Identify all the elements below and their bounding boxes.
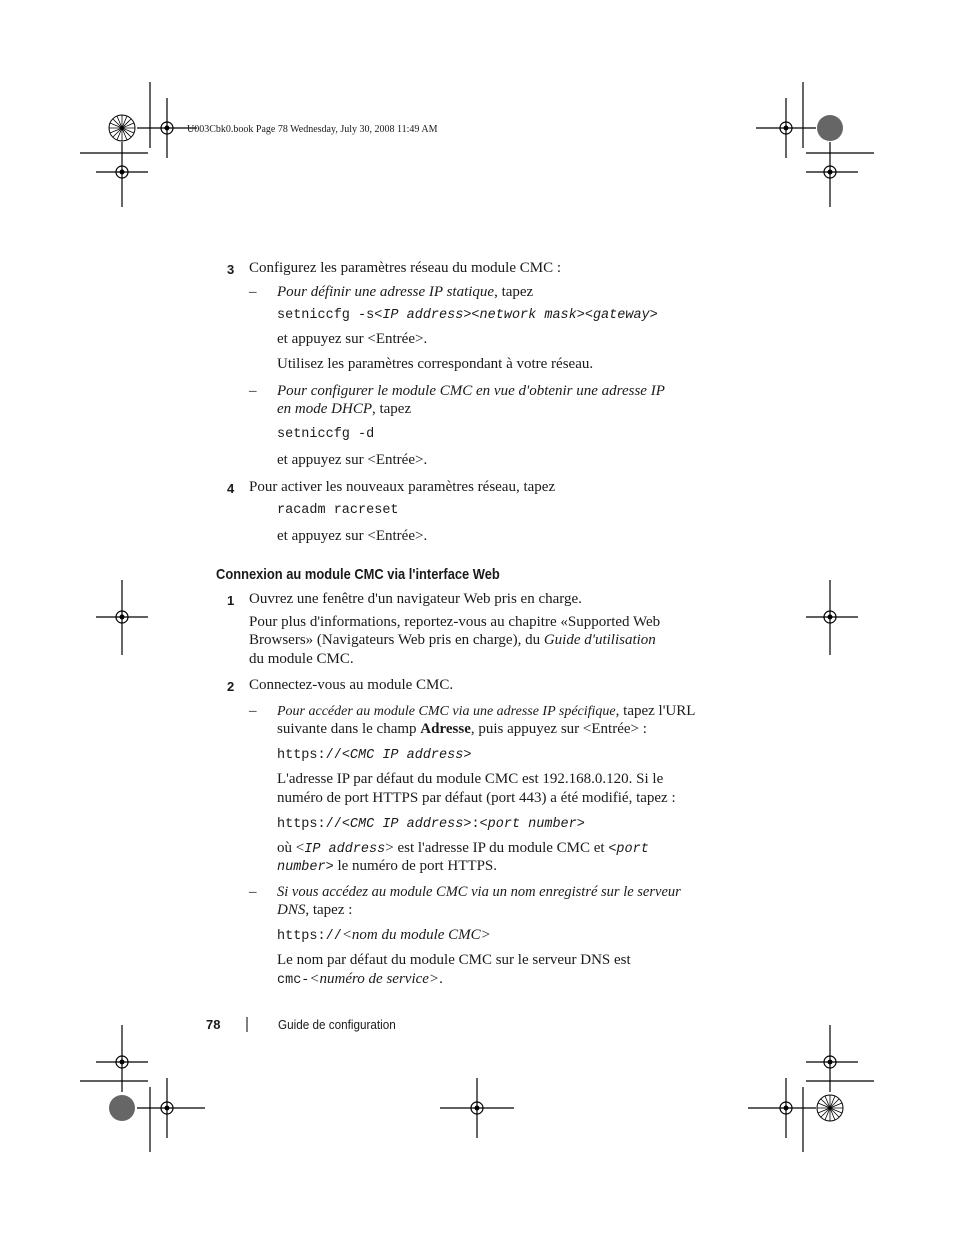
dhcp-instruction-line1: Pour configurer le module CMC en vue d'obtenir une adresse IP — [277, 383, 665, 399]
step3-text: Configurez les paramètres réseau du module CMC : — [249, 260, 561, 276]
default-ip-line1: L'adresse IP par défaut du module CMC est 192.168.0.120. Si le — [277, 771, 664, 787]
footer-label: Guide de configuration — [278, 1017, 396, 1032]
where-line2: number> le numéro de port HTTPS. — [277, 858, 498, 875]
dash-bullet: – — [249, 703, 257, 719]
static-ip-instruction: Pour définir une adresse IP statique, tapez — [277, 284, 534, 300]
web-step2-text: Connectez-vous au module CMC. — [249, 677, 454, 693]
command-dhcp: setniccfg -d — [277, 427, 375, 442]
step4-text: Pour activer les nouveaux paramètres réseau, tapez — [249, 479, 556, 495]
info-line3: du module CMC. — [249, 651, 354, 667]
dash-bullet: – — [249, 383, 257, 399]
web-step1-text: Ouvrez une fenêtre d'un navigateur Web pris en charge. — [249, 591, 582, 607]
dash-bullet: – — [249, 884, 257, 900]
default-ip-line2: numéro de port HTTPS par défaut (port 443) a été modifié, tapez : — [277, 790, 676, 806]
url-dns: https://<nom du module CMC> — [277, 927, 491, 944]
ip-access-line1: Pour accéder au module CMC via une adresse IP spécifique, tapez l'URL — [277, 703, 696, 719]
dns-default-line2: cmc-<numéro de service>. — [277, 971, 443, 988]
where-line1: où <IP address> est l'adresse IP du module CMC et <port — [277, 840, 649, 857]
dns-line2: DNS, tapez : — [277, 902, 353, 918]
dash-bullet: – — [249, 284, 257, 300]
url-ip-port: https://<CMC IP address>:<port number> — [277, 817, 585, 832]
dns-line1: Si vous accédez au module CMC via un nom enregistré sur le serveur — [277, 884, 681, 900]
starburst-bottom-right — [817, 1095, 843, 1121]
enter-instruction: et appuyez sur <Entrée>. — [277, 528, 428, 544]
enter-instruction: et appuyez sur <Entrée>. — [277, 331, 428, 347]
step-number: 2 — [227, 679, 235, 694]
section-heading: Connexion au module CMC via l'interface Web — [216, 566, 500, 583]
info-line1: Pour plus d'informations, reportez-vous au chapitre «Supported Web — [249, 614, 661, 630]
params-note: Utilisez les paramètres correspondant à votre réseau. — [277, 356, 594, 372]
ip-access-line2: suivante dans le champ Adresse, puis appuyez sur <Entrée> : — [277, 721, 647, 737]
page-number: 78 — [206, 1017, 221, 1032]
grey-target-top-right — [817, 115, 843, 141]
dhcp-instruction-line2: en mode DHCP, tapez — [277, 401, 412, 417]
starburst-top-left — [109, 115, 135, 141]
dns-default-line1: Le nom par défaut du module CMC sur le serveur DNS est — [277, 952, 631, 968]
url-ip: https://<CMC IP address> — [277, 748, 472, 763]
book-header-line: U003Cbk0.book Page 78 Wednesday, July 30, 2008 11:49 AM — [187, 124, 438, 135]
command-racreset: racadm racreset — [277, 503, 399, 518]
step-number: 1 — [227, 593, 235, 608]
step-number: 4 — [227, 481, 235, 496]
grey-target-bottom-left — [109, 1095, 135, 1121]
step-number: 3 — [227, 262, 235, 277]
enter-instruction: et appuyez sur <Entrée>. — [277, 452, 428, 468]
info-line2: Browsers» (Navigateurs Web pris en charge), du Guide d'utilisation — [249, 632, 656, 648]
command-static: setniccfg -s<IP address><network mask><gateway> — [277, 308, 658, 323]
